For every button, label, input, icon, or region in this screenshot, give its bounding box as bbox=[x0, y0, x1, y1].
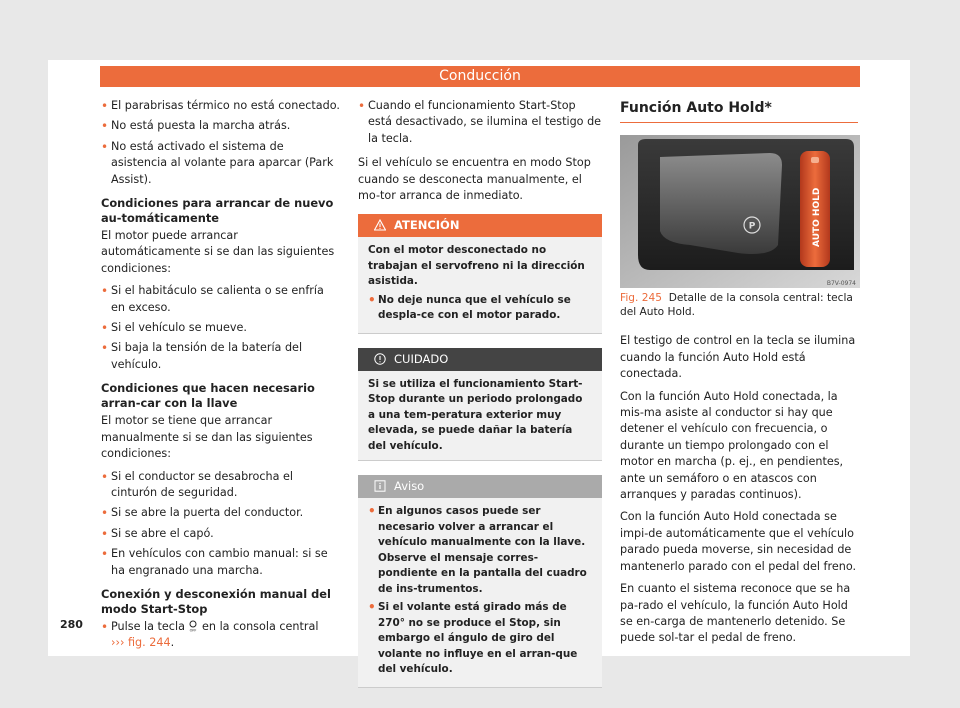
list-item: • No deje nunca que el vehículo se despla-ce con el motor parado. bbox=[368, 293, 592, 324]
list-item: • Si se abre el capó. bbox=[101, 526, 341, 542]
paragraph: Con la función Auto Hold conectada, la mis-ma asiste al conductor si hay que detener el vehículo con frecuencia, o durante un tiempo prolongado con el motor en marcha (p. ej., en pendientes, ante un semáforo o en atascos con arranques y paradas continuos). bbox=[620, 389, 844, 502]
note-title: Aviso bbox=[394, 479, 425, 494]
start-stop-off-icon bbox=[188, 620, 198, 632]
svg-text:P: P bbox=[748, 221, 756, 232]
section-heading: Condiciones para arrancar de nuevo au-tomáticamente bbox=[101, 196, 334, 226]
section-heading: Conexión y desconexión manual del modo Start-Stop bbox=[101, 586, 331, 616]
column-3 bbox=[620, 98, 862, 653]
paragraph: El motor se tiene que arrancar manualmente si se dan las siguientes condiciones: bbox=[101, 414, 313, 461]
note-body bbox=[358, 498, 602, 687]
caution-title: CUIDADO bbox=[394, 351, 449, 366]
list-item: • En vehículos con cambio manual: si se ha engranado una marcha. bbox=[101, 546, 341, 579]
section-title: Función Auto Hold* bbox=[620, 98, 858, 123]
paragraph: Si se utiliza el funcionamiento Start-Stop durante un periodo prolongado a una tem-peratura exterior muy elevada, se puede dañar la batería del vehículo. bbox=[368, 377, 583, 452]
note-header bbox=[358, 475, 602, 498]
figure-auto-hold bbox=[620, 135, 860, 288]
list-item: • Si el vehículo se mueve. bbox=[101, 320, 341, 336]
list-item: • No está puesta la marcha atrás. bbox=[101, 118, 341, 134]
warning-box bbox=[358, 214, 602, 334]
column-1 bbox=[101, 98, 341, 656]
paragraph: Con el motor desconectado no trabajan el servofreno ni la dirección asistida. bbox=[368, 244, 585, 288]
list-item: • No está activado el sistema de asistencia al volante para aparcar (Park Assist). bbox=[101, 139, 341, 188]
paragraph: El motor puede arrancar automáticamente si se dan las siguientes condiciones: bbox=[101, 229, 335, 275]
caution-icon bbox=[374, 353, 386, 365]
paragraph: El testigo de control en la tecla se ilumina cuando la función Auto Hold está conectada. bbox=[620, 334, 856, 381]
auto-hold-illustration bbox=[620, 135, 860, 288]
figure-caption bbox=[620, 291, 862, 319]
info-icon bbox=[374, 480, 386, 492]
text: . bbox=[170, 636, 175, 650]
column-2 bbox=[358, 98, 602, 702]
list-item: • En algunos casos puede ser necesario volver a arrancar el vehículo manualmente con la llave. Observe el mensaje corres-pondiente en la pantalla del cuadro de ins-trumentos. bbox=[368, 504, 592, 597]
caution-body bbox=[358, 371, 602, 461]
note-box bbox=[358, 475, 602, 688]
svg-text:OFF: OFF bbox=[190, 628, 197, 632]
warning-title: ATENCIÓN bbox=[394, 218, 460, 233]
caution-header bbox=[358, 348, 602, 371]
section-heading: Condiciones que hacen necesario arran-car con la llave bbox=[101, 381, 315, 411]
link-arrow: ››› bbox=[111, 636, 125, 650]
list-item: • Si el conductor se desabrocha el cinturón de seguridad. bbox=[101, 469, 341, 502]
list-item: • Si el habitáculo se calienta o se enfría en exceso. bbox=[101, 283, 341, 316]
auto-hold-button-label: AUTO HOLD bbox=[812, 188, 822, 248]
text: en la consola central bbox=[202, 619, 319, 633]
warning-header bbox=[358, 214, 602, 237]
list-item: • Si baja la tensión de la batería del vehículo. bbox=[101, 340, 341, 373]
list-item bbox=[101, 619, 341, 652]
warning-icon bbox=[374, 219, 386, 231]
chapter-header: Conducción bbox=[100, 66, 860, 87]
paragraph: Con la función Auto Hold conectada se impi-de automáticamente que el vehículo parado pueda moverse, sin necesidad de mantenerlo parado con el pedal del freno. bbox=[620, 510, 857, 573]
warning-body bbox=[358, 237, 602, 333]
list-item: • Cuando el funcionamiento Start-Stop está desactivado, se ilumina el testigo de la tecla. bbox=[358, 98, 602, 147]
caution-box bbox=[358, 348, 602, 462]
page-number: 280 bbox=[60, 618, 83, 631]
figure-link[interactable]: fig. 244 bbox=[127, 636, 171, 650]
figure-label: Fig. 245 bbox=[620, 292, 662, 305]
list-item: • El parabrisas térmico no está conectado. bbox=[101, 98, 341, 114]
paragraph: En cuanto el sistema reconoce que se ha pa-rado el vehículo, la función Auto Hold se en-carga de mantenerlo detenido. Se puede sol-tar el pedal de freno. bbox=[620, 582, 851, 645]
paragraph: Si el vehículo se encuentra en modo Stop cuando se desconecta manualmente, el mo-tor arranca de inmediato. bbox=[358, 156, 591, 203]
text: Pulse la tecla bbox=[111, 619, 185, 633]
figure-code: B7V-0974 bbox=[826, 280, 856, 288]
caption-text: Detalle de la consola central: tecla del Auto Hold. bbox=[620, 292, 853, 319]
list-item: • Si el volante está girado más de 270° no se produce el Stop, sin embargo el ángulo de giro del volante no influye en el arran-que del vehículo. bbox=[368, 600, 592, 678]
list-item: • Si se abre la puerta del conductor. bbox=[101, 505, 341, 521]
